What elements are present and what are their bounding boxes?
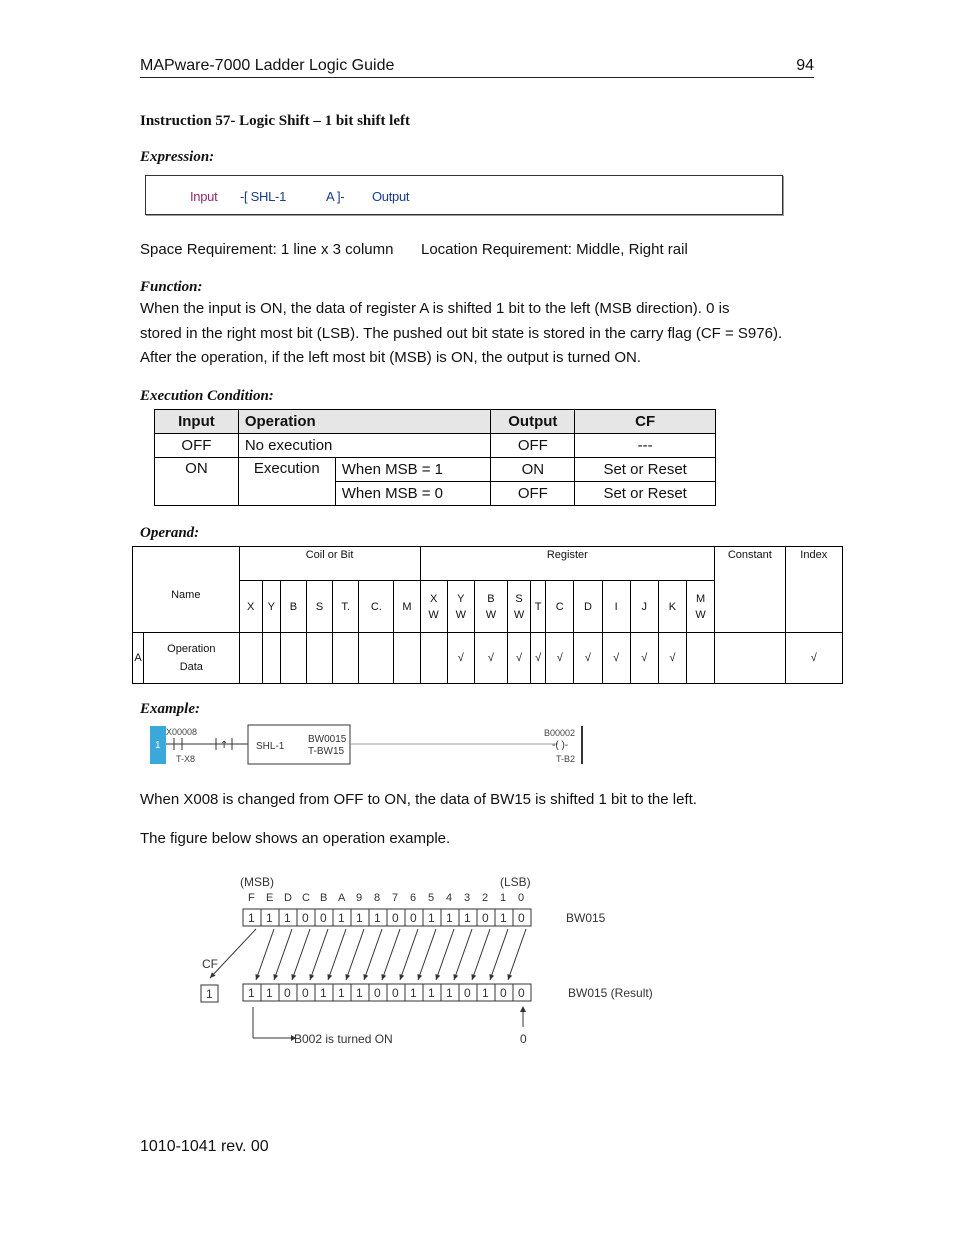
coil-col-header: M <box>394 581 420 633</box>
empty-cell <box>262 633 280 684</box>
up-arrow-icon <box>520 1006 526 1012</box>
shift-arrow <box>210 929 256 978</box>
coil-col-header: S <box>306 581 332 633</box>
register-col-header <box>574 581 602 633</box>
bit-index-label: A <box>338 892 346 904</box>
after-bit: 0 <box>374 986 381 1000</box>
check-cell: √ <box>447 633 474 684</box>
register-col-header <box>531 581 546 633</box>
cf-value: 1 <box>206 987 213 1001</box>
empty-cell <box>333 633 359 684</box>
empty-cell <box>239 633 262 684</box>
check-cell: √ <box>658 633 686 684</box>
zero-insert-label: 0 <box>520 1032 527 1046</box>
before-bit: 1 <box>356 911 363 925</box>
check-cell: √ <box>574 633 602 684</box>
up-arrow-icon: ↑ <box>220 740 229 751</box>
table-row <box>155 410 716 434</box>
register-col-header <box>474 581 507 633</box>
function-heading: Function: <box>140 279 203 295</box>
check-cell: √ <box>785 633 842 684</box>
coil-col-header: T. <box>333 581 359 633</box>
table-cell: OFF <box>491 482 575 506</box>
index-header: Index <box>785 547 842 633</box>
col-header-line: W <box>513 608 525 621</box>
shift-arrow <box>274 929 292 980</box>
after-bit: 0 <box>392 986 399 1000</box>
coil-col-header: C. <box>359 581 394 633</box>
empty-cell <box>715 633 785 684</box>
col-header-line: W <box>428 608 439 621</box>
header-cell: Input <box>155 410 239 434</box>
col-header-line: S <box>515 592 523 605</box>
bit-index-label: 3 <box>464 892 471 904</box>
table-cell: ON <box>491 458 575 482</box>
table-cell: OFF <box>155 434 239 458</box>
after-bit: 1 <box>338 986 345 1000</box>
function-text <box>140 297 840 371</box>
before-bit: 1 <box>500 911 507 925</box>
shift-arrow <box>472 929 490 980</box>
expression-box <box>145 175 783 215</box>
doc-title: MAPware-7000 Ladder Logic Guide <box>140 57 395 74</box>
header-cell: Output <box>491 410 575 434</box>
table-cell: Set or Reset <box>575 458 716 482</box>
col-header-line: B <box>487 592 495 605</box>
before-bit: 0 <box>518 911 525 925</box>
empty-cell <box>394 633 420 684</box>
shift-arrow <box>346 929 364 980</box>
bit-index-label: 8 <box>374 892 381 904</box>
after-bit: 1 <box>446 986 453 1000</box>
register-col-header <box>420 581 447 633</box>
register-header: Register <box>420 547 715 581</box>
function-line: stored in the right most bit (LSB). The pushed out bit state is stored in the carry flag (CF = S976). <box>140 324 783 342</box>
col-header-line: Y <box>457 592 465 605</box>
shift-arrow <box>508 929 526 980</box>
check-cell: √ <box>602 633 630 684</box>
after-bit: 1 <box>428 986 435 1000</box>
check-cell: √ <box>508 633 531 684</box>
after-bit: 0 <box>302 986 309 1000</box>
before-bit: 1 <box>446 911 453 925</box>
contact-label: X00008 <box>166 727 198 737</box>
execution-heading: Execution Condition: <box>140 388 274 404</box>
register-col-header <box>658 581 686 633</box>
after-bit: 1 <box>482 986 489 1000</box>
page-number: 94 <box>796 57 814 74</box>
shift-arrow <box>328 929 346 980</box>
after-bit: 1 <box>248 986 255 1000</box>
before-bit: 0 <box>410 911 417 925</box>
col-header-line: W <box>485 608 497 621</box>
coil-col-header: X <box>239 581 262 633</box>
register-col-header <box>508 581 531 633</box>
empty-cell <box>280 633 306 684</box>
block-name: SHL-1 <box>256 741 285 752</box>
footer-revision: 1010-1041 rev. 00 <box>140 1138 269 1155</box>
after-bit: 1 <box>320 986 327 1000</box>
shift-arrow <box>454 929 472 980</box>
empty-cell <box>686 633 714 684</box>
col-header-line: C <box>555 600 564 613</box>
bit-index-label: C <box>302 892 310 904</box>
table-cell: When MSB = 1 <box>335 458 491 482</box>
expression-heading: Expression: <box>140 149 215 165</box>
before-bit: 0 <box>482 911 489 925</box>
header-cell: CF <box>575 410 716 434</box>
name-header: Name <box>133 547 240 633</box>
example-description: When X008 is changed from OFF to ON, the data of BW15 is shifted 1 bit to the left. <box>140 791 697 808</box>
col-header-line: K <box>668 600 677 613</box>
shift-figure <box>196 870 676 1050</box>
register-col-header <box>630 581 658 633</box>
col-header-line: W <box>455 608 466 621</box>
bit-index-label: F <box>248 892 255 904</box>
before-bit: 1 <box>374 911 381 925</box>
register-col-header <box>602 581 630 633</box>
shift-arrow <box>490 929 508 980</box>
bit-index-label: 6 <box>410 892 417 904</box>
bit-index-label: E <box>266 892 274 904</box>
before-bit: 1 <box>266 911 273 925</box>
after-bit: 1 <box>410 986 417 1000</box>
execution-table <box>154 409 716 506</box>
location-requirement: Location Requirement: Middle, Right rail <box>421 241 688 258</box>
table-cell: When MSB = 0 <box>335 482 491 506</box>
lsb-label: (LSB) <box>500 875 531 889</box>
shift-arrow <box>382 929 400 980</box>
bit-index-label: 9 <box>356 892 363 904</box>
after-register-label: BW015 (Result) <box>568 986 653 1000</box>
coil-col-header: Y <box>262 581 280 633</box>
check-cell: √ <box>474 633 507 684</box>
space-requirement: Space Requirement: 1 line x 3 column <box>140 241 394 258</box>
before-bit: 0 <box>302 911 309 925</box>
shift-arrow <box>400 929 418 980</box>
constant-header: Constant <box>715 547 785 633</box>
empty-cell <box>359 633 394 684</box>
shift-arrow <box>436 929 454 980</box>
shift-arrow <box>418 929 436 980</box>
contact-tag: T-X8 <box>176 754 196 764</box>
shift-arrow <box>292 929 310 980</box>
table-cell: Execution <box>238 458 335 506</box>
operand-heading: Operand: <box>140 525 200 541</box>
check-cell: √ <box>630 633 658 684</box>
instruction-title: Instruction 57- Logic Shift – 1 bit shift left <box>140 113 410 129</box>
col-header-line: X <box>429 592 438 605</box>
bit-index-label: 5 <box>428 892 435 904</box>
after-bit: 0 <box>518 986 525 1000</box>
after-bit: 0 <box>284 986 291 1000</box>
header-cell: Operation <box>238 410 491 434</box>
before-bit: 1 <box>248 911 255 925</box>
register-col-header <box>447 581 474 633</box>
check-cell: √ <box>531 633 546 684</box>
expr-input: Input <box>190 189 218 204</box>
bit-index-label: D <box>284 892 292 904</box>
col-header-line: T <box>534 600 542 613</box>
after-bit: 1 <box>356 986 363 1000</box>
table-row <box>155 434 716 458</box>
register-col-header <box>546 581 574 633</box>
row-name <box>144 633 240 684</box>
register-col-header <box>686 581 714 633</box>
after-bit: 0 <box>464 986 471 1000</box>
table-cell: Set or Reset <box>575 482 716 506</box>
expr-operand: A ]- <box>326 189 345 204</box>
table-row <box>133 633 843 684</box>
operand-table <box>132 546 843 684</box>
bit-index-label: 1 <box>500 892 507 904</box>
row-name-line: Operation <box>167 643 216 655</box>
bit-index-label: 0 <box>518 892 525 904</box>
bit-index-label: 2 <box>482 892 489 904</box>
col-header-line: I <box>614 600 618 613</box>
shift-arrow <box>364 929 382 980</box>
after-bit: 0 <box>500 986 507 1000</box>
block-tag: T-BW15 <box>308 746 345 757</box>
expr-instruction: -[ SHL-1 <box>240 189 287 204</box>
row-label: A <box>133 633 144 684</box>
table-cell: --- <box>575 434 716 458</box>
before-bit: 0 <box>320 911 327 925</box>
function-line: After the operation, if the left most bit (MSB) is ON, the output is turned ON. <box>140 349 642 366</box>
table-row <box>155 458 716 482</box>
coil-tag: T-B2 <box>556 754 576 764</box>
before-bit: 1 <box>338 911 345 925</box>
empty-cell <box>420 633 447 684</box>
col-header-line: D <box>583 600 592 613</box>
msb-label: (MSB) <box>240 875 274 889</box>
page-header <box>140 57 814 78</box>
figure-intro: The figure below shows an operation example. <box>140 830 451 847</box>
block-operand: BW0015 <box>308 734 347 745</box>
bit-index-label: 7 <box>392 892 399 904</box>
coil-header: Coil or Bit <box>239 547 420 581</box>
col-header-line: W <box>695 608 706 621</box>
table-cell: No execution <box>238 434 491 458</box>
table-cell: OFF <box>491 434 575 458</box>
shift-arrow <box>256 929 274 980</box>
empty-cell <box>306 633 332 684</box>
cf-label: CF <box>202 957 218 971</box>
table-row <box>133 547 843 581</box>
after-bit: 1 <box>266 986 273 1000</box>
expr-output: Output <box>372 189 410 204</box>
before-bit: 0 <box>392 911 399 925</box>
before-bit: 1 <box>464 911 471 925</box>
function-line: When the input is ON, the data of register A is shifted 1 bit to the left (MSB direction). 0 is <box>140 300 730 317</box>
example-ladder <box>148 722 588 768</box>
bit-index-label: B <box>320 892 328 904</box>
col-header-line: J <box>641 600 647 613</box>
before-bit: 1 <box>428 911 435 925</box>
coil-icon: -( )- <box>552 740 569 751</box>
before-bit: 1 <box>284 911 291 925</box>
col-header-line: M <box>695 592 706 605</box>
coil-col-header: B <box>280 581 306 633</box>
shift-arrow <box>310 929 328 980</box>
b002-note: B002 is turned ON <box>294 1032 393 1046</box>
table-cell: ON <box>155 458 239 506</box>
bit-index-label: 4 <box>446 892 453 904</box>
row-name-line: Data <box>179 661 203 673</box>
coil-label: B00002 <box>544 728 576 738</box>
check-cell: √ <box>546 633 574 684</box>
rung-number: 1 <box>155 740 161 751</box>
example-heading: Example: <box>140 701 200 717</box>
before-register-label: BW015 <box>566 911 606 925</box>
